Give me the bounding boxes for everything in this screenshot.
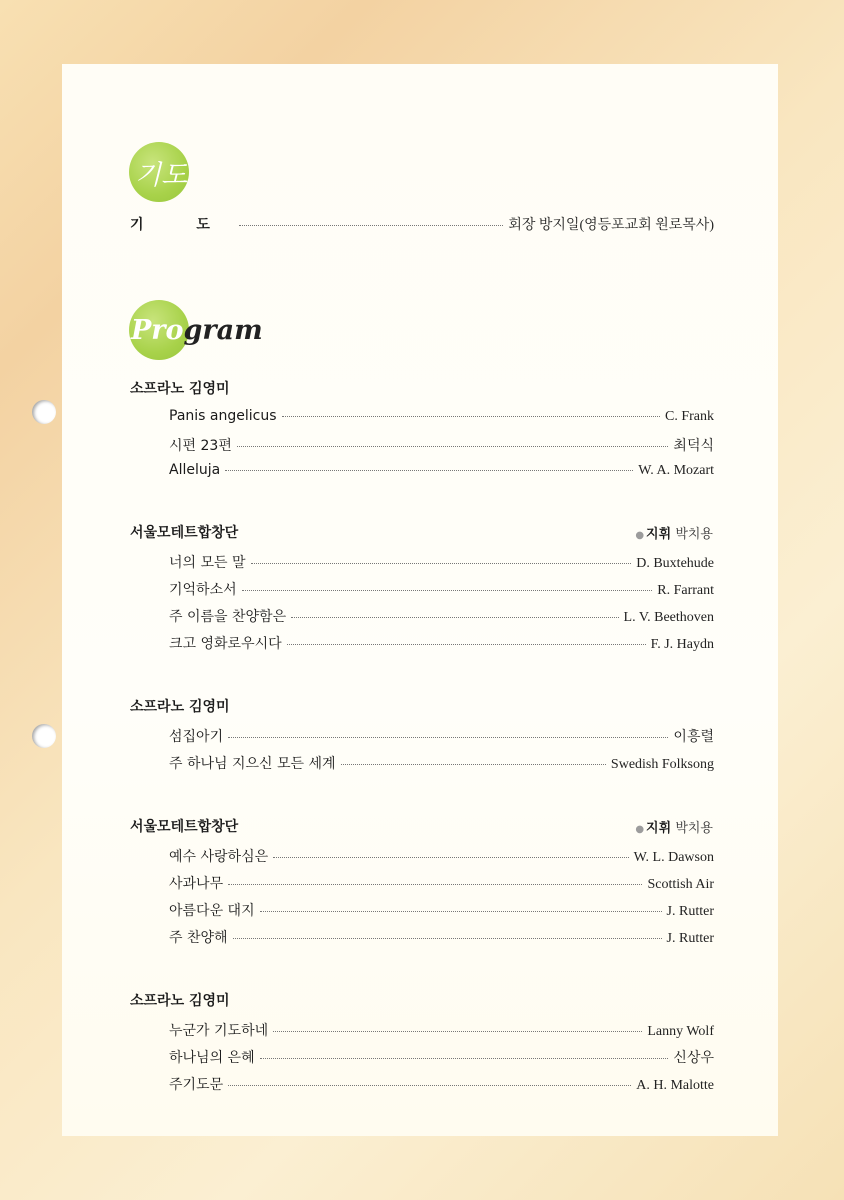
leader-dots (273, 857, 629, 858)
leader-dots (228, 737, 668, 738)
prayer-heading-text: 기도 (135, 159, 188, 191)
program-item (169, 900, 714, 920)
program-heading-part2: gram (183, 314, 263, 346)
piece-title: 너의 모든 말 (169, 555, 246, 571)
conductor-role: 지휘 (646, 821, 672, 836)
conductor-credit (635, 817, 713, 836)
program-item (169, 633, 714, 653)
piece-title: 주기도문 (169, 1077, 224, 1093)
piece-title: 주 찬양해 (169, 930, 228, 946)
program-item (169, 579, 714, 599)
composer-credit: L. V. Beethoven (623, 610, 714, 625)
leader-dots (291, 617, 618, 618)
composer-credit: C. Frank (665, 409, 714, 424)
leader-dots (225, 470, 633, 471)
conductor-name: 박치용 (675, 527, 713, 542)
piece-title: Alleluja (169, 462, 221, 478)
conductor-credit (635, 523, 713, 542)
piece-title: 주 이름을 찬양함은 (169, 609, 287, 625)
piece-title: 시편 23편 (169, 438, 232, 454)
leader-dots (282, 416, 661, 417)
program-heading (129, 300, 263, 360)
piece-title: 예수 사랑하심은 (169, 849, 269, 865)
program-item (169, 1074, 714, 1094)
program-item (169, 927, 714, 947)
prayer-heading (129, 142, 189, 202)
program-item (169, 408, 714, 428)
section-title: 소프라노 김영미 (130, 381, 230, 397)
composer-credit: Lanny Wolf (647, 1024, 714, 1039)
piece-title: 하나님의 은혜 (169, 1050, 255, 1066)
leader-dots (341, 764, 606, 765)
program-item (169, 726, 714, 746)
leader-dots (233, 938, 662, 939)
program-item (169, 1047, 714, 1067)
binder-hole-top (32, 400, 56, 424)
leader-dots (239, 225, 503, 226)
prayer-label: 기 도 (130, 217, 234, 233)
section-title: 소프라노 김영미 (130, 993, 230, 1009)
program-item (169, 435, 714, 455)
conductor-name: 박치용 (675, 821, 713, 836)
composer-credit: J. Rutter (666, 931, 714, 946)
program-item (169, 873, 714, 893)
bullet-icon: ● (635, 824, 645, 835)
binder-hole-bottom (32, 724, 56, 748)
piece-title: 누군가 기도하네 (169, 1023, 269, 1039)
composer-credit: D. Buxtehude (636, 556, 714, 571)
program-item (169, 753, 714, 773)
composer-credit: J. Rutter (666, 904, 714, 919)
program-item (169, 846, 714, 866)
conductor-role: 지휘 (646, 527, 672, 542)
program-item (169, 606, 714, 626)
program-item (169, 462, 714, 482)
composer-credit: 최덕식 (673, 439, 714, 454)
leader-dots (228, 1085, 631, 1086)
composer-credit: Swedish Folksong (610, 757, 714, 772)
leader-dots (260, 911, 662, 912)
piece-title: 기억하소서 (169, 582, 237, 598)
leader-dots (287, 644, 646, 645)
composer-credit: W. L. Dawson (633, 850, 714, 865)
leader-dots (228, 884, 642, 885)
leader-dots (260, 1058, 669, 1059)
composer-credit: W. A. Mozart (638, 463, 714, 478)
section-title: 소프라노 김영미 (130, 699, 230, 715)
leader-dots (242, 590, 653, 591)
prayer-line (130, 214, 714, 234)
composer-credit: Scottish Air (647, 877, 714, 892)
piece-title: 크고 영화로우시다 (169, 636, 282, 652)
bullet-icon: ● (635, 530, 645, 541)
composer-credit: 신상우 (673, 1051, 714, 1066)
composer-credit: F. J. Haydn (650, 637, 714, 652)
composer-credit: R. Farrant (657, 583, 714, 598)
composer-credit: A. H. Malotte (636, 1078, 714, 1093)
program-heading-part1: Pro (131, 314, 184, 346)
prayer-credit: 회장 방지일(영등포교회 원로목사) (508, 218, 714, 233)
composer-credit: 이흥렬 (673, 730, 714, 745)
program-item (169, 1020, 714, 1040)
section-title: 서울모테트합창단 (130, 819, 239, 835)
section-title: 서울모테트합창단 (130, 525, 239, 541)
piece-title: 사과나무 (169, 876, 224, 892)
leader-dots (251, 563, 632, 564)
program-item (169, 552, 714, 572)
piece-title: 아름다운 대지 (169, 903, 255, 919)
leader-dots (237, 446, 669, 447)
leader-dots (273, 1031, 642, 1032)
piece-title: Panis angelicus (169, 408, 277, 424)
piece-title: 주 하나님 지으신 모든 세계 (169, 756, 336, 772)
piece-title: 섬집아기 (169, 729, 224, 745)
